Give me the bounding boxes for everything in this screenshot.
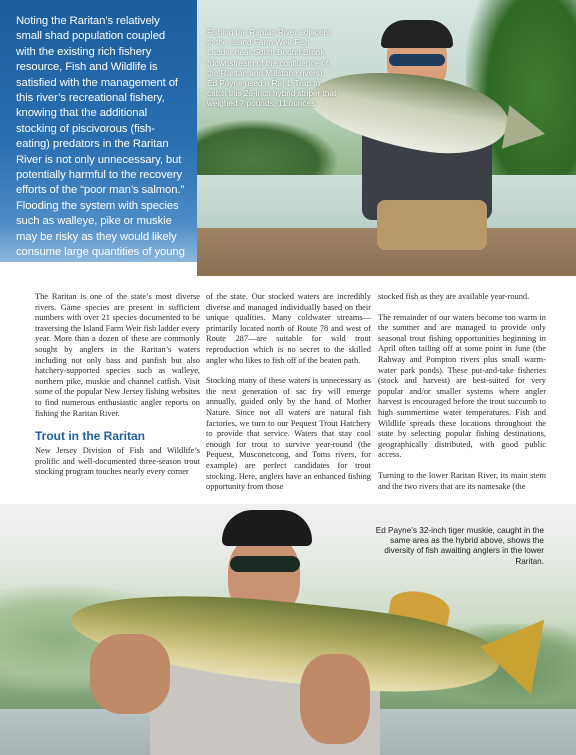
angler-sunglasses	[389, 54, 445, 66]
angler-shorts	[377, 200, 487, 250]
article-column-1	[35, 292, 200, 488]
section-heading: Trout in the Raritan	[35, 429, 146, 444]
article-column-3	[378, 292, 546, 502]
article-column-2	[206, 292, 371, 503]
angler-cap	[222, 510, 312, 546]
angler-hand	[300, 654, 370, 744]
tiger-muskie-photo	[0, 504, 576, 755]
pull-quote-text: Noting the Raritan’s relatively small shad population coupled with the existing rich fishery resource, Fish and Wildlife is satisfied with the management of this river’s recreational fishery, knowing that the additional stocking of piscivorous (fish-eating) predators in the Raritan River is not only unnecessary, but potentially harmful to the recovery efforts of the “poor man’s salmon.” Flooding the system with species such as walleye, pike or muskie may be risky as they would likely consume large quantities of young shad, a threat that this vulnerable species cannot afford.	[16, 15, 185, 289]
article-paragraph: of the state. Our stocked waters are incredibly diverse and managed individually based on their unique qualities. Many coldwater streams—primarily located north of Route 78 and west of Route 287—are suitable for wild trout reproduction which is no secret to the skilled angler who likes to fish off of the beaten path.	[206, 292, 371, 365]
bottom-photo-caption: Ed Payne’s 32-inch tiger muskie, caught in the same area as the hybrid above, shows the diversity of fish awaiting anglers in the lower Raritan.	[375, 526, 544, 566]
article-paragraph: New Jersey Division of Fish and Wildlife’s prolific and well-documented three-season trout stocking program touches nearly every corner	[35, 446, 200, 477]
angler-sunglasses	[230, 556, 300, 572]
hybrid-striper-photo	[197, 0, 576, 276]
article-paragraph: stocked fish as they are available year-round.	[378, 292, 530, 301]
top-photo-caption: Fishing the Raritan River adjacent to the Island Farm Weir Fish Ladder near South Bound Brook (downstream of the confluence of the Raritan and Millstone rivers), Ed Payne used a Rat-L-Trap to catch this 26-inch hybrid striper that weighed 7 pounds, 11 ounces.	[207, 28, 337, 109]
article-paragraph: The remainder of our waters become too warm in the summer and are managed to provide only seasonal trout fishing opportunities beginning in April often tailing off at some point in June (the Rahway and Pompton rivers plus small warm-water park ponds). These put-and-take fisheries (stock and harvest) are best-suited for very popular and/or smaller systems where angler harvest is encouraged before the trout succumb to high summertime water temperatures. Fish and Wildlife spreads these locations throughout the state by selecting popular fishing destinations, geographically distributed, with good public access.	[378, 312, 546, 460]
angler-hand	[90, 634, 170, 714]
angler-cap	[381, 20, 453, 48]
article-paragraph: The Raritan is one of the state’s most diverse rivers. Game species are present in sufficient numbers with over 21 species documented to be traversing the Island Farm Weir fish ladder every year. More than a dozen of these are commonly sought by anglers in the Raritan’s waters including not only bass and panfish but also hatchery-supported species such as walleye, northern pike, muskie and channel catfish. Visit some of the popular New Jersey fishing websites to find numerous enthusiastic angler reports on fishing the Raritan River.	[35, 292, 200, 418]
article-paragraph: Turning to the lower Raritan River, its main stem and the two rivers that are its namesake (the	[378, 470, 546, 491]
article-paragraph: Stocking many of these waters is unnecessary as the next generation of sac fry will emerge annually, guided only by the hand of Mother Nature. Since not all waters are natural fish factories, we turn to our Pequest Trout Hatchery to provide that service. Waters that stay cool enough for trout to survive year-round (the Pequest, Musconetcong, and Toms rivers, for example) are perfect candidates for trout stocking. Here, anglers have an enhanced fishing opportunity from those	[206, 376, 371, 492]
pull-quote-box	[0, 0, 197, 289]
